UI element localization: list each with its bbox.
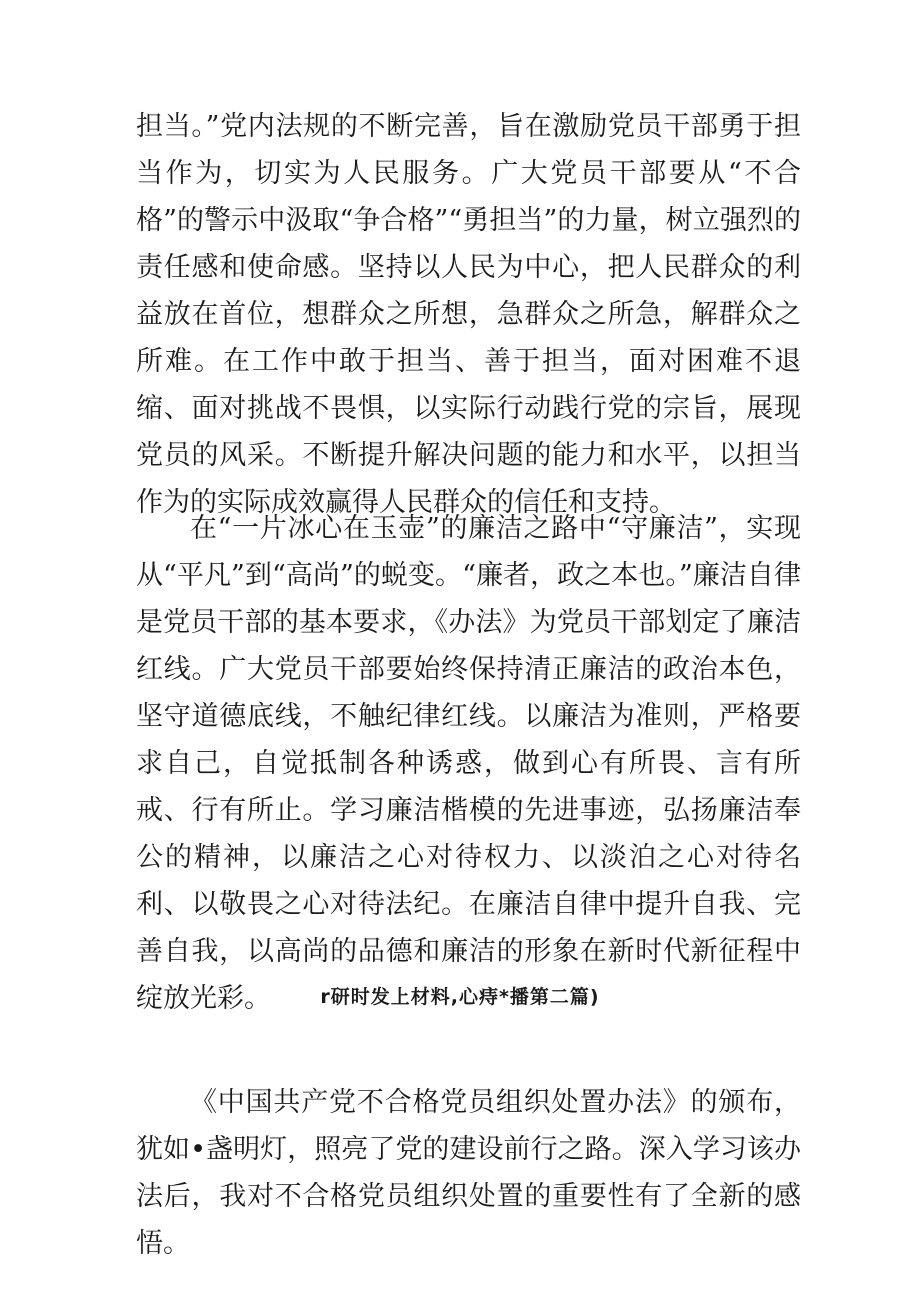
paragraph-3: 《中国共产党不合格党员组织处置办法》的颁布，犹如•盏明灯，照亮了党的建设前行之路。深入学习该办法后，我对不合格党员组织处置的重要性有了全新的感悟。 [136,1087,801,1259]
section-heading: r研时发上材料,心痔*播第二篇) [320,986,600,1008]
paragraph-2: 在“一片冰心在玉壶”的廉洁之路中“守廉洁”，实现从“平凡”到“高尚”的蜕变。“廉者，政之本也。”廉洁自律是党员干部的基本要求，《办法》为党员干部划定了廉洁红线。广大党员干部要始终保持清正廉洁的政治本色，坚守道德底线，不触纪律红线。以廉洁为准则，严格要求自己，自觉抵制各种诱惑，做到心有所畏、言有所戒、行有所止。学习廉洁楷模的先进事迹，弘扬廉洁奉公的精神，以廉洁之心对待权力、以淡泊之心对待名利、以敬畏之心对待法纪。在廉洁自律中提升自我、完善自我，以高尚的品德和廉洁的形象在新时代新征程中绽放光彩。 [136,513,801,1014]
paragraph-1: 担当。”党内法规的不断完善，旨在激励党员干部勇于担当作为，切实为人民服务。广大党员干部要从“不合格”的警示中汲取“争合格”“勇担当”的力量，树立强烈的责任感和使命感。坚持以人民为中心，把人民群众的利益放在首位，想群众之所想，急群众之所急，解群众之所难。在工作中敢于担当、善于担当，面对困难不退缩、面对挑战不畏惧，以实际行动践行党的宗旨，展现党员的风采。不断提升解决问题的能力和水平，以担当作为的实际成效赢得人民群众的信任和支持。 [136,111,801,518]
